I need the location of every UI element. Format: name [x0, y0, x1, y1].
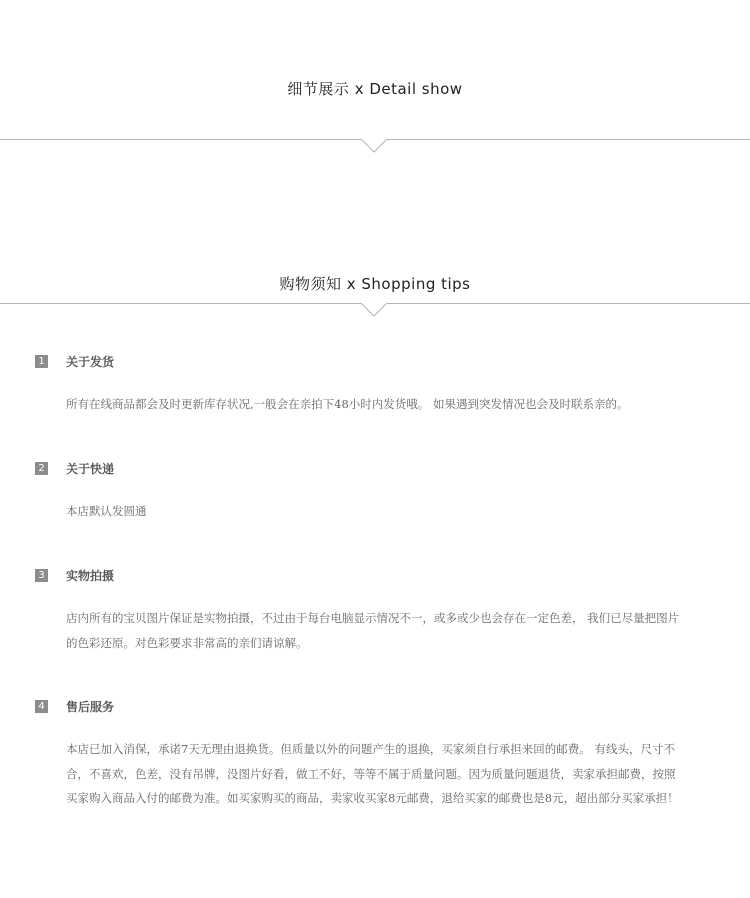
tip-body: 所有在线商品都会及时更新库存状况,一般会在亲拍下48小时内发货哦。 如果遇到突发情况也会及时联系亲的。	[66, 397, 629, 411]
tip-body: 本店已加入消保，承诺7天无理由退换货。但质量以外的问题产生的退换，买家须自行承担来回的邮费。 有线头，尺寸不合，不喜欢，色差，没有吊牌，没图片好看，做工不好，等等不属于质量问题。因为质量问题退货，卖家承担邮费，按照买家购入商品入付的邮费为准。如买家购买的商品，卖家收买家8元邮费，退给买家的邮费也是8元，超出部分买家承担！	[66, 742, 679, 805]
tip-number-badge: 1	[35, 355, 48, 368]
tip-title: 售后服务	[66, 700, 115, 714]
tip-body: 本店默认发圆通	[66, 504, 147, 518]
detail-show-title: 细节展示 x Detail show	[287, 80, 463, 98]
shopping-tips-title: 购物须知 x Shopping tips	[279, 275, 471, 293]
notch-arrow-icon	[361, 139, 387, 153]
tip-title: 实物拍摄	[66, 569, 115, 583]
tip-number-badge: 3	[35, 569, 48, 582]
tip-number-badge: 4	[35, 700, 48, 713]
tip-title: 关于快递	[66, 462, 115, 476]
tip-number-badge: 2	[35, 462, 48, 475]
notch-arrow-icon	[361, 303, 387, 317]
tip-body: 店内所有的宝贝图片保证是实物拍摄，不过由于每台电脑显示情况不一，或多或少也会存在一定色差， 我们已尽量把图片的色彩还原。对色彩要求非常高的亲们请谅解。	[66, 611, 680, 650]
tip-title: 关于发货	[66, 355, 115, 369]
